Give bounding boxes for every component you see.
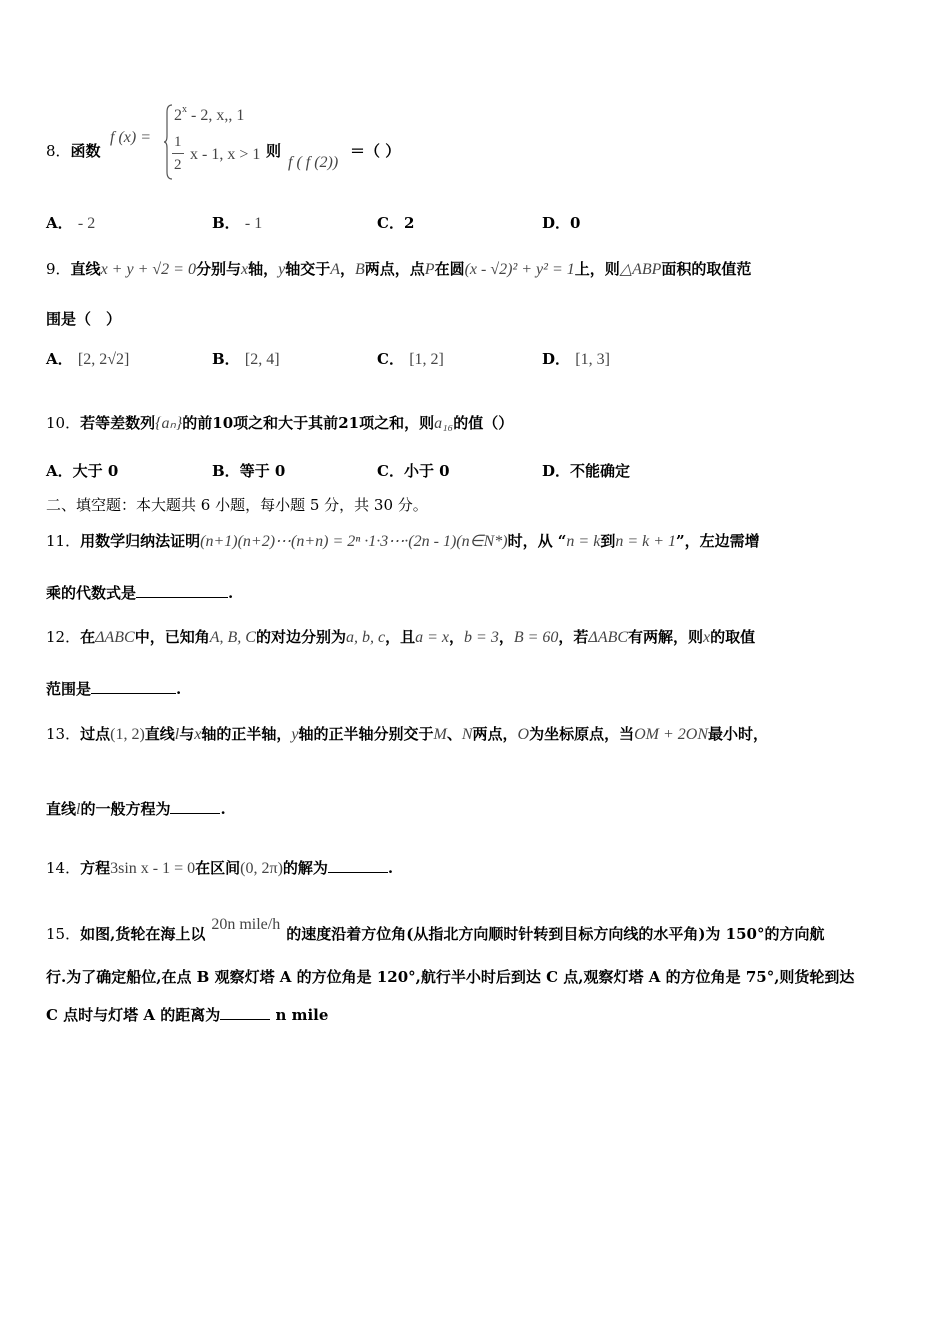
fraction-bar (172, 153, 184, 154)
question-11-line-2: 乘的代数式是 . (46, 584, 234, 602)
question-9-line-1: 9．直线x + y + √2 = 0分别与x轴，y轴交于A，B两点，点P在圆(x - √2)² + y² = 1上，则△ABP面积的取值范 (46, 260, 752, 278)
function-expression: f (x) = (110, 129, 151, 146)
question-number: 13． (46, 725, 81, 743)
question-12-line-2: 范围是 . (46, 680, 182, 698)
question-number: 9． (46, 260, 71, 278)
question-13-line-1: 13．过点(1, 2)直线l与x轴的正半轴，y轴的正半轴分别交于M、N两点，O为坐标原点，当OM + 2ON最小时， (46, 725, 769, 743)
answer-blank[interactable] (328, 858, 388, 873)
question-number: 12． (46, 628, 81, 646)
piecewise-brace (164, 104, 174, 180)
question-number: 10． (46, 414, 81, 432)
question-number: 11． (46, 532, 81, 550)
piecewise-case-2: x - 1, x > 1 (190, 146, 261, 163)
piecewise-case-1: 2$^x$ - 2, x,, 1 (174, 104, 245, 124)
q8-option-d[interactable]: D．0 (542, 214, 581, 232)
question-12-line-1: 12．在ΔABC中，已知角A, B, C的对边分别为a, b, c，且a = x，b = 3，B = 60，若ΔABC有两解，则x的取值 (46, 628, 756, 646)
q8-option-c[interactable]: C．2 (377, 214, 415, 232)
q9-option-a[interactable]: A． [2, 2√2] (46, 350, 130, 368)
q10-option-b[interactable]: B．等于 0 (212, 462, 286, 480)
q9-option-b[interactable]: B． [2, 4] (212, 350, 280, 368)
piecewise-fraction-den: 2 (174, 157, 182, 173)
q9-option-d[interactable]: D． [1, 3] (542, 350, 610, 368)
question-15-line-2: 行.为了确定船位,在点 B 观察灯塔 A 的方位角是 120°,航行半小时后到达 C 点,观察灯塔 A 的方位角是 75°,则货轮到达 (46, 968, 855, 986)
q10-option-a[interactable]: A．大于 0 (46, 462, 119, 480)
answer-blank[interactable] (136, 583, 228, 598)
q10-option-d[interactable]: D．不能确定 (542, 462, 631, 480)
answer-blank[interactable] (170, 799, 220, 814)
composite-function: f ( f (2)) (288, 154, 339, 171)
question-10: 10．若等差数列{aₙ}的前10项之和大于其前21项之和，则a₁₆的值（） (46, 414, 514, 432)
question-14: 14．方程3sin x - 1 = 0在区间(0, 2π)的解为 . (46, 859, 394, 877)
q8-option-a[interactable]: A． - 2 (46, 214, 96, 232)
question-15-line-1: 15．如图,货轮在海上以20n mile/h的速度沿着方位角(从指北方向顺时针转到目标方向线的水平角)为 150°的方向航 (46, 916, 825, 943)
answer-paren: ＝（ ） (350, 142, 401, 160)
q10-option-c[interactable]: C．小于 0 (377, 462, 450, 480)
section-heading: 二、填空题：本大题共 6 小题，每小题 5 分，共 30 分。 (46, 496, 428, 514)
q9-option-c[interactable]: C． [1, 2] (377, 350, 444, 368)
q8-option-b[interactable]: B． - 1 (212, 214, 263, 232)
answer-blank[interactable] (220, 1005, 270, 1020)
piecewise-fraction-num: 1 (174, 134, 182, 150)
question-number: 15． (46, 925, 81, 943)
question-number: 14． (46, 859, 81, 877)
question-15-line-3: C 点时与灯塔 A 的距离为 n mile (46, 1006, 329, 1024)
question-text: 函数 (70, 142, 101, 160)
then-text: 则 (266, 142, 282, 160)
question-11-line-1: 11．用数学归纳法证明(n+1)(n+2)⋯(n+n) = 2ⁿ ·1·3⋯·(2n - 1)(n∈N*)时，从 “n = k到n = k + 1”，左边需增 (46, 532, 760, 550)
answer-blank[interactable] (91, 679, 176, 694)
question-number: 8． (46, 142, 71, 160)
question-13-line-2: 直线l的一般方程为 . (46, 800, 226, 818)
question-9-line-2: 围是（ ） (46, 310, 122, 328)
